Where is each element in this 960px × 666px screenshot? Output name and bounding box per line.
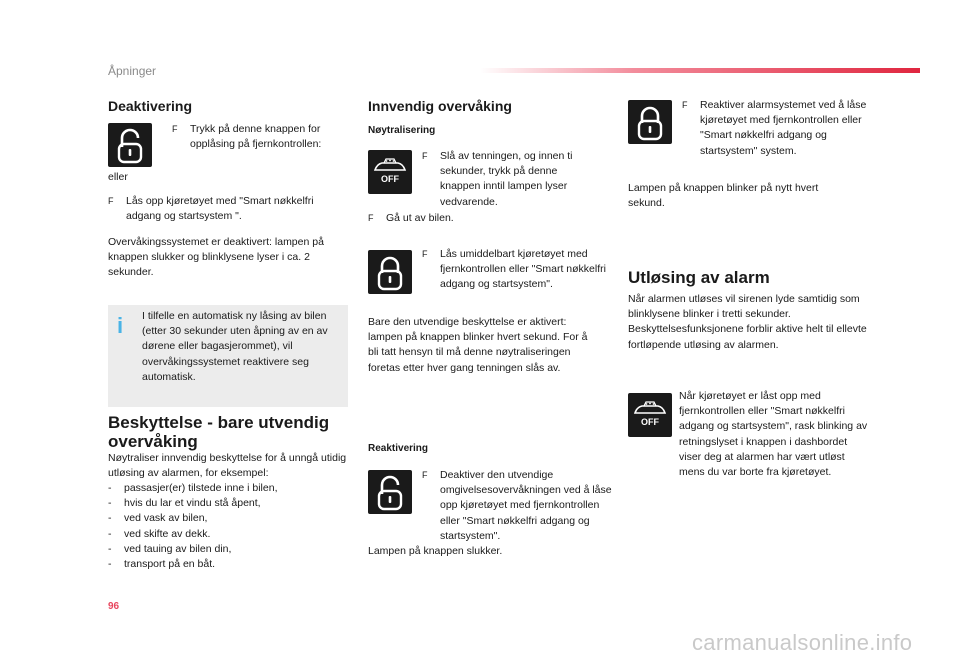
- bullet-text: Slå av tenningen, og innen ti sekunder, trykk på denne knappen inntil lampen lyser vedvarende.: [440, 150, 573, 208]
- unlock-icon: [108, 123, 152, 167]
- unlock-icon-2: [368, 470, 412, 514]
- lock-bullet-2: [422, 247, 616, 293]
- trigger-title: Utløsing av alarm: [628, 268, 770, 287]
- bullet-text: Reaktiver alarmsystemet ved å låse kjøretøyet med fjernkontrollen eller "Smart nøkkelfri adgang og startsystem" system.: [700, 99, 867, 157]
- blink-text: Lampen på knappen blinker på nytt hvert sekund.: [628, 182, 819, 210]
- reactivate-subtitle: Reaktivering: [368, 443, 429, 454]
- off-car-icon: [368, 150, 412, 194]
- bullet-icon: F: [368, 213, 374, 223]
- bullet-text: Lås umiddelbart kjøretøyet med fjernkontrollen eller "Smart nøkkelfri adgang og startsystem".: [440, 248, 606, 291]
- info-icon: i: [117, 313, 124, 338]
- reactivate-alarm-bullet: [682, 98, 872, 176]
- bullet-icon: F: [422, 470, 428, 480]
- watermark: carmanualsonline.info: [692, 630, 913, 655]
- exit-bullet: [368, 211, 568, 227]
- bullet-text: Deaktiver den utvendige omgivelsesovervåkningen ved å låse opp kjøretøyet med fjernkontrollen eller "Smart nøkkelfri adgang og startsystem".: [440, 469, 612, 542]
- off-car-icon-2: [628, 393, 672, 437]
- svg-text:OFF: OFF: [641, 417, 659, 427]
- neutralize-subtitle: Nøytralisering: [368, 125, 436, 136]
- locked-text: Når kjøretøyet er låst opp med fjernkontrollen eller "Smart nøkkelfri adgang og startsystem", rask blinking av retningslyset i knappen i dashbordet viser deg at alarmen har vært utløst mens du var borte fra kjøretøyet.: [679, 390, 868, 479]
- header-accent-bar: [480, 68, 920, 73]
- lock-icon-2: [628, 100, 672, 144]
- svg-text:OFF: OFF: [381, 174, 399, 184]
- bullet-text: Gå ut av bilen.: [386, 212, 454, 224]
- bullet-icon: F: [172, 124, 178, 134]
- bullet-icon: F: [108, 196, 114, 206]
- or-text: eller: [108, 171, 128, 183]
- bullet-text: Lås opp kjøretøyet med "Smart nøkkelfri adgang og startsystem ".: [126, 195, 314, 223]
- deactivate-bullet: [172, 122, 332, 154]
- list-item: - ved tauing av bilen din,: [108, 542, 348, 557]
- deactivate-title: Deaktivering: [108, 98, 193, 114]
- interior-title: Innvendig overvåking: [368, 98, 512, 114]
- disabled-text: Overvåkingssystemet er deaktivert: lampen på knappen slukker og blinklysene lyser i ca. 2 sekunder.: [108, 236, 324, 279]
- list-item: - ved vask av bilen,: [108, 511, 348, 526]
- info-text: I tilfelle en automatisk ny låsing av bilen (etter 30 sekunder uten åpning av en av dørene eller bagasjerommet), vil overvåkingssystemet reaktivere seg automatisk.: [142, 310, 328, 383]
- list-item: - transport på en båt.: [108, 557, 348, 572]
- list-item: - ved skifte av dekk.: [108, 527, 348, 542]
- bullet-icon: F: [682, 100, 688, 110]
- exterior-list: [108, 481, 348, 572]
- exterior-title: Beskyttelse - bare utvendig overvåking: [108, 413, 330, 451]
- lamp-off-text: Lampen på knappen slukker.: [368, 545, 503, 557]
- section-label: Åpninger: [108, 64, 157, 78]
- trigger-text: Når alarmen utløses vil sirenen lyde samtidig som blinklysene blinker i tretti sekunder. Beskyttelsesfunksjonene forblir aktive helt til ellevte fortløpende utløsing av alarmen.: [628, 293, 867, 351]
- only-exterior-text: Bare den utvendige beskyttelse er aktivert: lampen på knappen blinker hvert sekund. For å bli tatt hensyn til må denne nøytraliseringen foretas etter hver gang tenningen slås av.: [368, 316, 588, 374]
- bullet-icon: F: [422, 151, 428, 161]
- bullet-icon: F: [422, 249, 428, 259]
- lock-icon: [368, 250, 412, 294]
- lock-bullet: [108, 194, 348, 226]
- list-item: - passasjer(er) tilstede inne i bilen,: [108, 481, 348, 496]
- page-number: 96: [108, 601, 120, 612]
- off-bullet: [422, 149, 592, 211]
- bullet-text: Trykk på denne knappen for opplåsing på fjernkontrollen:: [190, 123, 322, 151]
- exterior-intro: Nøytraliser innvendig beskyttelse for å unngå utidig utløsing av alarmen, for eksempel:: [108, 452, 347, 480]
- reactivate-bullet: [422, 468, 618, 542]
- list-item: - hvis du lar et vindu stå åpent,: [108, 496, 348, 511]
